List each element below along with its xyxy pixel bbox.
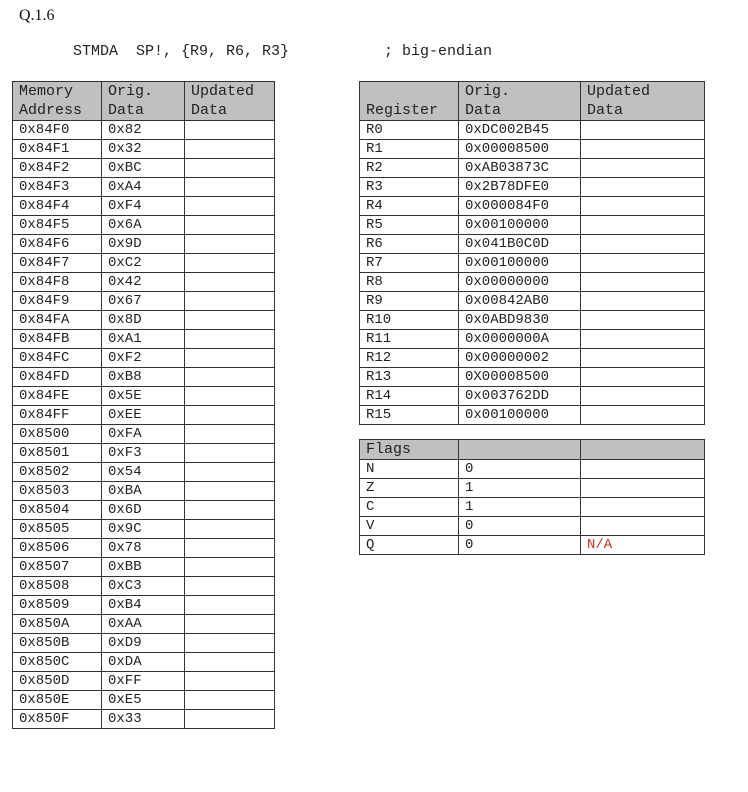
memory-orig-cell: 0xBC bbox=[102, 159, 185, 178]
memory-updated-cell[interactable] bbox=[185, 121, 275, 140]
memory-address-header bbox=[13, 82, 102, 121]
memory-updated-cell[interactable] bbox=[185, 368, 275, 387]
memory-orig-cell: 0xA4 bbox=[102, 178, 185, 197]
register-updated-cell[interactable] bbox=[581, 387, 705, 406]
register-row bbox=[360, 121, 705, 140]
memory-address-cell: 0x84F0 bbox=[13, 121, 102, 140]
memory-row bbox=[13, 235, 275, 254]
register-row bbox=[360, 387, 705, 406]
memory-orig-cell: 0x54 bbox=[102, 463, 185, 482]
memory-orig-header-line1: Orig. bbox=[108, 83, 154, 100]
register-table-body bbox=[360, 121, 705, 425]
memory-row bbox=[13, 444, 275, 463]
register-orig-cell: 0x00100000 bbox=[459, 406, 581, 425]
memory-updated-cell[interactable] bbox=[185, 615, 275, 634]
register-updated-cell[interactable] bbox=[581, 121, 705, 140]
memory-orig-cell: 0xEE bbox=[102, 406, 185, 425]
register-row bbox=[360, 349, 705, 368]
register-updated-cell[interactable] bbox=[581, 254, 705, 273]
memory-updated-cell[interactable] bbox=[185, 159, 275, 178]
flags-table bbox=[359, 439, 705, 555]
flag-name-cell: Z bbox=[360, 479, 459, 498]
register-table bbox=[359, 81, 705, 425]
memory-orig-header bbox=[102, 82, 185, 121]
register-updated-cell[interactable] bbox=[581, 216, 705, 235]
memory-updated-cell[interactable] bbox=[185, 501, 275, 520]
memory-address-cell: 0x84F9 bbox=[13, 292, 102, 311]
memory-row bbox=[13, 387, 275, 406]
memory-row bbox=[13, 520, 275, 539]
memory-address-cell: 0x84FA bbox=[13, 311, 102, 330]
memory-orig-cell: 0x9C bbox=[102, 520, 185, 539]
memory-row bbox=[13, 349, 275, 368]
memory-row bbox=[13, 577, 275, 596]
memory-row bbox=[13, 463, 275, 482]
memory-address-cell: 0x850A bbox=[13, 615, 102, 634]
memory-updated-cell[interactable] bbox=[185, 558, 275, 577]
memory-row bbox=[13, 539, 275, 558]
register-name-cell: R9 bbox=[360, 292, 459, 311]
register-orig-cell: 0x2B78DFE0 bbox=[459, 178, 581, 197]
memory-address-cell: 0x8508 bbox=[13, 577, 102, 596]
memory-updated-cell[interactable] bbox=[185, 311, 275, 330]
memory-updated-cell[interactable] bbox=[185, 634, 275, 653]
flag-row bbox=[360, 498, 705, 517]
register-orig-cell: 0xAB03873C bbox=[459, 159, 581, 178]
memory-row bbox=[13, 330, 275, 349]
memory-updated-cell[interactable] bbox=[185, 273, 275, 292]
memory-orig-cell: 0xC3 bbox=[102, 577, 185, 596]
memory-updated-cell[interactable] bbox=[185, 577, 275, 596]
memory-row bbox=[13, 691, 275, 710]
memory-updated-cell[interactable] bbox=[185, 216, 275, 235]
memory-updated-cell[interactable] bbox=[185, 330, 275, 349]
memory-orig-header-line2: Data bbox=[108, 102, 145, 119]
memory-updated-cell[interactable] bbox=[185, 672, 275, 691]
register-orig-cell: 0X00008500 bbox=[459, 368, 581, 387]
register-updated-cell[interactable] bbox=[581, 349, 705, 368]
memory-updated-header-line1: Updated bbox=[191, 83, 255, 100]
memory-address-cell: 0x8509 bbox=[13, 596, 102, 615]
memory-updated-cell[interactable] bbox=[185, 596, 275, 615]
register-updated-cell[interactable] bbox=[581, 178, 705, 197]
memory-updated-cell[interactable] bbox=[185, 463, 275, 482]
register-row bbox=[360, 292, 705, 311]
register-orig-cell: 0x000084F0 bbox=[459, 197, 581, 216]
register-updated-cell[interactable] bbox=[581, 235, 705, 254]
register-row bbox=[360, 216, 705, 235]
memory-orig-cell: 0xD9 bbox=[102, 634, 185, 653]
memory-row bbox=[13, 634, 275, 653]
memory-address-cell: 0x8504 bbox=[13, 501, 102, 520]
flag-updated-cell[interactable] bbox=[581, 479, 705, 498]
memory-updated-cell[interactable] bbox=[185, 444, 275, 463]
memory-row bbox=[13, 653, 275, 672]
memory-updated-cell[interactable] bbox=[185, 235, 275, 254]
memory-orig-cell: 0x6D bbox=[102, 501, 185, 520]
register-row bbox=[360, 311, 705, 330]
register-name-cell: R13 bbox=[360, 368, 459, 387]
register-orig-header-line2: Data bbox=[465, 102, 502, 119]
memory-orig-cell: 0xFA bbox=[102, 425, 185, 444]
memory-address-cell: 0x84FC bbox=[13, 349, 102, 368]
memory-orig-cell: 0x9D bbox=[102, 235, 185, 254]
register-updated-cell[interactable] bbox=[581, 330, 705, 349]
flag-row bbox=[360, 517, 705, 536]
flag-name-cell: Q bbox=[360, 536, 459, 555]
register-row bbox=[360, 330, 705, 349]
flag-orig-cell: 1 bbox=[459, 498, 581, 517]
flag-orig-cell: 0 bbox=[459, 460, 581, 479]
memory-address-cell: 0x84F4 bbox=[13, 197, 102, 216]
memory-row bbox=[13, 121, 275, 140]
memory-orig-cell: 0x82 bbox=[102, 121, 185, 140]
memory-address-cell: 0x8505 bbox=[13, 520, 102, 539]
memory-row bbox=[13, 501, 275, 520]
flags-orig-header bbox=[459, 440, 581, 460]
flag-orig-cell: 0 bbox=[459, 536, 581, 555]
flag-name-cell: V bbox=[360, 517, 459, 536]
register-orig-cell: 0x00000000 bbox=[459, 273, 581, 292]
memory-updated-header-line2: Data bbox=[191, 102, 228, 119]
memory-row bbox=[13, 406, 275, 425]
memory-row bbox=[13, 596, 275, 615]
memory-orig-cell: 0x42 bbox=[102, 273, 185, 292]
memory-orig-cell: 0x5E bbox=[102, 387, 185, 406]
memory-address-cell: 0x8507 bbox=[13, 558, 102, 577]
memory-orig-cell: 0x6A bbox=[102, 216, 185, 235]
memory-address-cell: 0x84F6 bbox=[13, 235, 102, 254]
memory-address-cell: 0x84F7 bbox=[13, 254, 102, 273]
flag-updated-cell[interactable] bbox=[581, 498, 705, 517]
memory-updated-cell[interactable] bbox=[185, 653, 275, 672]
memory-row bbox=[13, 425, 275, 444]
memory-table-header-row bbox=[13, 82, 275, 121]
flags-table-body bbox=[360, 460, 705, 555]
memory-updated-cell[interactable] bbox=[185, 292, 275, 311]
register-row bbox=[360, 273, 705, 292]
memory-row bbox=[13, 710, 275, 729]
memory-address-cell: 0x84FE bbox=[13, 387, 102, 406]
flag-name-cell: N bbox=[360, 460, 459, 479]
memory-row bbox=[13, 292, 275, 311]
memory-orig-cell: 0xE5 bbox=[102, 691, 185, 710]
register-name-cell: R2 bbox=[360, 159, 459, 178]
memory-updated-cell[interactable] bbox=[185, 140, 275, 159]
register-row bbox=[360, 178, 705, 197]
register-orig-cell: 0x041B0C0D bbox=[459, 235, 581, 254]
memory-row bbox=[13, 254, 275, 273]
register-name-cell: R5 bbox=[360, 216, 459, 235]
memory-updated-cell[interactable] bbox=[185, 425, 275, 444]
memory-row bbox=[13, 273, 275, 292]
memory-orig-cell: 0x78 bbox=[102, 539, 185, 558]
memory-address-cell: 0x84FF bbox=[13, 406, 102, 425]
memory-address-cell: 0x850E bbox=[13, 691, 102, 710]
memory-orig-cell: 0xB8 bbox=[102, 368, 185, 387]
memory-orig-cell: 0xF4 bbox=[102, 197, 185, 216]
register-orig-cell: 0x003762DD bbox=[459, 387, 581, 406]
memory-address-cell: 0x850F bbox=[13, 710, 102, 729]
flag-updated-cell[interactable] bbox=[581, 460, 705, 479]
memory-row bbox=[13, 311, 275, 330]
register-orig-header-line1: Orig. bbox=[465, 83, 511, 100]
memory-orig-cell: 0xAA bbox=[102, 615, 185, 634]
memory-address-header-line2: Address bbox=[19, 102, 83, 119]
memory-orig-cell: 0xF2 bbox=[102, 349, 185, 368]
register-updated-cell[interactable] bbox=[581, 311, 705, 330]
memory-orig-cell: 0xB4 bbox=[102, 596, 185, 615]
register-orig-header bbox=[459, 82, 581, 121]
instruction-comment: ; big-endian bbox=[384, 43, 493, 60]
register-updated-header-line2: Data bbox=[587, 102, 624, 119]
memory-address-cell: 0x850B bbox=[13, 634, 102, 653]
memory-address-header-line1: Memory bbox=[19, 83, 74, 100]
register-updated-cell[interactable] bbox=[581, 406, 705, 425]
register-row bbox=[360, 406, 705, 425]
memory-orig-cell: 0xDA bbox=[102, 653, 185, 672]
memory-updated-cell[interactable] bbox=[185, 406, 275, 425]
register-name-cell: R3 bbox=[360, 178, 459, 197]
register-updated-header-line1: Updated bbox=[587, 83, 651, 100]
flags-header: Flags bbox=[360, 440, 459, 460]
memory-row bbox=[13, 558, 275, 577]
register-name-cell: R1 bbox=[360, 140, 459, 159]
flags-updated-header bbox=[581, 440, 705, 460]
memory-address-cell: 0x8506 bbox=[13, 539, 102, 558]
memory-row bbox=[13, 159, 275, 178]
memory-address-cell: 0x8503 bbox=[13, 482, 102, 501]
memory-address-cell: 0x84F1 bbox=[13, 140, 102, 159]
memory-row bbox=[13, 672, 275, 691]
memory-row bbox=[13, 482, 275, 501]
register-orig-cell: 0x00000002 bbox=[459, 349, 581, 368]
memory-row bbox=[13, 197, 275, 216]
memory-updated-cell[interactable] bbox=[185, 539, 275, 558]
register-row bbox=[360, 197, 705, 216]
register-name-cell: R11 bbox=[360, 330, 459, 349]
memory-address-cell: 0x8502 bbox=[13, 463, 102, 482]
register-header-line2: Register bbox=[366, 102, 439, 119]
memory-updated-cell[interactable] bbox=[185, 387, 275, 406]
register-name-cell: R4 bbox=[360, 197, 459, 216]
flag-row bbox=[360, 536, 705, 555]
register-orig-cell: 0x00100000 bbox=[459, 216, 581, 235]
memory-row bbox=[13, 368, 275, 387]
flag-updated-cell[interactable]: N/A bbox=[581, 536, 705, 555]
instruction-text: STMDA SP!, {R9, R6, R3} bbox=[73, 43, 290, 60]
flag-orig-cell: 1 bbox=[459, 479, 581, 498]
memory-address-cell: 0x84F5 bbox=[13, 216, 102, 235]
memory-updated-cell[interactable] bbox=[185, 520, 275, 539]
register-updated-cell[interactable] bbox=[581, 292, 705, 311]
memory-table-body bbox=[13, 121, 275, 729]
memory-row bbox=[13, 178, 275, 197]
register-header bbox=[360, 82, 459, 121]
register-updated-cell[interactable] bbox=[581, 159, 705, 178]
memory-row bbox=[13, 216, 275, 235]
memory-orig-cell: 0x32 bbox=[102, 140, 185, 159]
memory-address-cell: 0x8501 bbox=[13, 444, 102, 463]
register-name-cell: R12 bbox=[360, 349, 459, 368]
memory-orig-cell: 0xFF bbox=[102, 672, 185, 691]
memory-updated-header bbox=[185, 82, 275, 121]
register-orig-cell: 0x00100000 bbox=[459, 254, 581, 273]
register-name-cell: R14 bbox=[360, 387, 459, 406]
memory-address-cell: 0x850D bbox=[13, 672, 102, 691]
memory-orig-cell: 0x33 bbox=[102, 710, 185, 729]
register-updated-cell[interactable] bbox=[581, 368, 705, 387]
memory-address-cell: 0x850C bbox=[13, 653, 102, 672]
register-updated-header bbox=[581, 82, 705, 121]
flag-row bbox=[360, 479, 705, 498]
memory-updated-cell[interactable] bbox=[185, 178, 275, 197]
register-row bbox=[360, 235, 705, 254]
memory-orig-cell: 0xBB bbox=[102, 558, 185, 577]
register-orig-cell: 0xDC002B45 bbox=[459, 121, 581, 140]
memory-address-cell: 0x84F2 bbox=[13, 159, 102, 178]
memory-orig-cell: 0xC2 bbox=[102, 254, 185, 273]
memory-updated-cell[interactable] bbox=[185, 710, 275, 729]
register-name-cell: R7 bbox=[360, 254, 459, 273]
memory-address-cell: 0x84F8 bbox=[13, 273, 102, 292]
register-orig-cell: 0x0000000A bbox=[459, 330, 581, 349]
memory-address-cell: 0x84FD bbox=[13, 368, 102, 387]
register-updated-cell[interactable] bbox=[581, 273, 705, 292]
memory-row bbox=[13, 140, 275, 159]
register-row bbox=[360, 254, 705, 273]
memory-table bbox=[12, 81, 275, 729]
register-name-cell: R6 bbox=[360, 235, 459, 254]
memory-orig-cell: 0xA1 bbox=[102, 330, 185, 349]
flag-orig-cell: 0 bbox=[459, 517, 581, 536]
register-name-cell: R8 bbox=[360, 273, 459, 292]
register-orig-cell: 0x00842AB0 bbox=[459, 292, 581, 311]
flags-table-header-row bbox=[360, 440, 705, 460]
memory-updated-cell[interactable] bbox=[185, 349, 275, 368]
register-name-cell: R10 bbox=[360, 311, 459, 330]
memory-updated-cell[interactable] bbox=[185, 254, 275, 273]
flag-row bbox=[360, 460, 705, 479]
flag-updated-cell[interactable] bbox=[581, 517, 705, 536]
memory-updated-cell[interactable] bbox=[185, 482, 275, 501]
memory-address-cell: 0x8500 bbox=[13, 425, 102, 444]
register-orig-cell: 0x00008500 bbox=[459, 140, 581, 159]
memory-orig-cell: 0xF3 bbox=[102, 444, 185, 463]
register-header-line1 bbox=[366, 82, 458, 101]
memory-orig-cell: 0x8D bbox=[102, 311, 185, 330]
memory-updated-cell[interactable] bbox=[185, 691, 275, 710]
register-updated-cell[interactable] bbox=[581, 197, 705, 216]
memory-orig-cell: 0x67 bbox=[102, 292, 185, 311]
memory-orig-cell: 0xBA bbox=[102, 482, 185, 501]
memory-address-cell: 0x84F3 bbox=[13, 178, 102, 197]
memory-address-cell: 0x84FB bbox=[13, 330, 102, 349]
register-table-header-row bbox=[360, 82, 705, 121]
register-updated-cell[interactable] bbox=[581, 140, 705, 159]
register-name-cell: R0 bbox=[360, 121, 459, 140]
question-number: Q.1.6 bbox=[19, 7, 55, 24]
register-row bbox=[360, 368, 705, 387]
register-orig-cell: 0x0ABD9830 bbox=[459, 311, 581, 330]
memory-row bbox=[13, 615, 275, 634]
register-row bbox=[360, 140, 705, 159]
register-name-cell: R15 bbox=[360, 406, 459, 425]
memory-updated-cell[interactable] bbox=[185, 197, 275, 216]
flag-name-cell: C bbox=[360, 498, 459, 517]
register-row bbox=[360, 159, 705, 178]
